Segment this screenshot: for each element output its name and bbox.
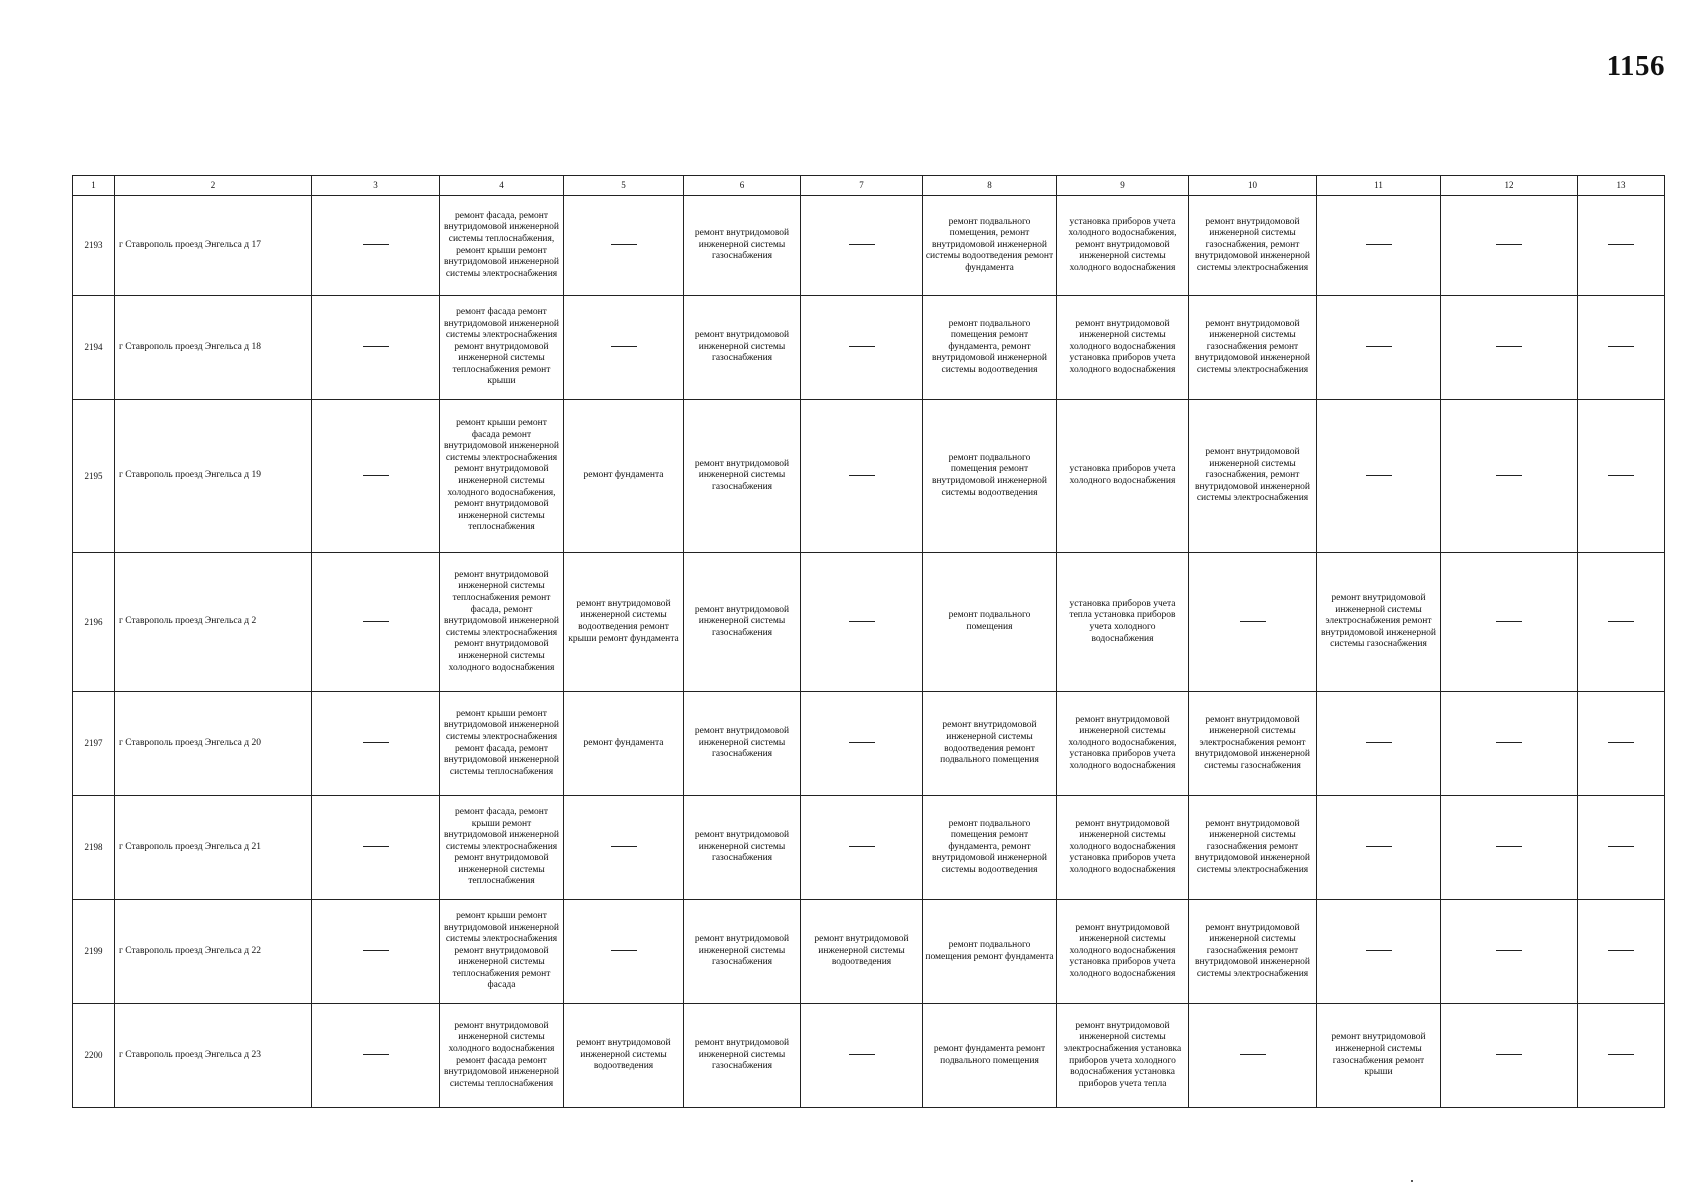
dash-mark [1366,346,1392,347]
work-type-text: ремонт подвального помещения ремонт фундамента [925,939,1054,962]
dash-mark [1608,1054,1634,1055]
empty-cell [564,900,684,1004]
table-row [73,553,1665,692]
dash-mark [363,475,389,476]
work-type-cell [440,900,564,1004]
repair-plan-table [72,175,1665,1108]
work-type-cell [1057,196,1189,296]
work-type-text: ремонт внутридомовой инженерной системы водоотведения [576,1038,671,1072]
column-header-6: 6 [684,176,801,196]
work-type-cell [684,692,801,796]
dash-mark [1608,846,1634,847]
table-header [73,176,1665,196]
work-type-text: ремонт крыши ремонт внутридомовой инженерной системы электроснабжения ремонт внутридомовой инженерной системы теплоснабжения ремонт фасада [443,910,559,991]
table-row [73,196,1665,296]
dash-mark [1496,621,1522,622]
work-type-cell [923,296,1057,400]
address-cell: г Ставрополь проезд Энгельса д 17 [115,196,312,296]
work-type-text: ремонт внутридомовой инженерной системы газоснабжения [694,1038,790,1072]
dash-mark [363,346,389,347]
dash-mark [1496,950,1522,951]
row-number: 2198 [73,796,115,900]
empty-cell [564,796,684,900]
empty-cell [1441,692,1578,796]
empty-cell [1317,796,1441,900]
work-type-cell [684,796,801,900]
empty-cell [1317,196,1441,296]
work-type-cell [1189,400,1317,553]
empty-cell [312,400,440,553]
work-type-cell [684,553,801,692]
empty-cell [801,553,923,692]
column-header-10: 10 [1189,176,1317,196]
scan-speck [1411,1180,1413,1182]
address-cell: г Ставрополь проезд Энгельса д 2 [115,553,312,692]
dash-mark [1366,846,1392,847]
work-type-text: ремонт внутридомовой инженерной системы электроснабжения установка приборов учета холодного водоснабжения установка приборов учета тепла [1063,1020,1182,1089]
dash-mark [363,846,389,847]
work-type-text: ремонт фундамента [583,470,664,481]
empty-cell [1578,692,1665,796]
row-number: 2196 [73,553,115,692]
empty-cell [312,692,440,796]
empty-cell [312,1004,440,1108]
dash-mark [849,742,875,743]
work-type-cell [440,1004,564,1108]
work-type-cell [1189,796,1317,900]
dash-mark [1496,475,1522,476]
work-type-cell [564,1004,684,1108]
empty-cell [1441,900,1578,1004]
work-type-text: ремонт подвального помещения, ремонт внутридомовой инженерной системы водоотведения ремонт фундамента [925,216,1054,273]
dash-mark [363,621,389,622]
work-type-text: ремонт внутридомовой инженерной системы газоснабжения, ремонт внутридомовой инженерной системы электроснабжения [1194,216,1310,273]
dash-mark [363,244,389,245]
work-type-text: ремонт подвального помещения ремонт фундамента, ремонт внутридомовой инженерной системы водоотведения [931,318,1047,375]
row-number: 2199 [73,900,115,1004]
dash-mark [1608,244,1634,245]
empty-cell [1441,296,1578,400]
work-type-cell [923,1004,1057,1108]
work-type-text: ремонт внутридомовой инженерной системы электроснабжения ремонт внутридомовой инженерной системы газоснабжения [1320,593,1436,650]
table-row [73,1004,1665,1108]
empty-cell [1441,553,1578,692]
empty-cell [1578,1004,1665,1108]
work-type-cell [1317,1004,1441,1108]
work-type-text: ремонт крыши ремонт фасада ремонт внутридомовой инженерной системы электроснабжения ремонт внутридомовой инженерной системы холодного водоснабжения, ремонт внутридомовой инженерной системы теплоснабжения [443,418,559,533]
address-cell: г Ставрополь проезд Энгельса д 20 [115,692,312,796]
work-type-cell [440,400,564,553]
empty-cell [1317,400,1441,553]
work-type-cell [684,900,801,1004]
work-type-cell [923,400,1057,553]
work-type-cell [684,400,801,553]
dash-mark [849,621,875,622]
work-type-text: ремонт внутридомовой инженерной системы газоснабжения [694,330,790,364]
work-type-cell [923,692,1057,796]
dash-mark [1496,1054,1522,1055]
work-type-text: ремонт внутридомовой инженерной системы газоснабжения ремонт крыши [1331,1032,1426,1078]
work-type-text: ремонт фасада ремонт внутридомовой инженерной системы электроснабжения ремонт внутридомовой инженерной системы теплоснабжения ремонт крыши [443,306,559,387]
work-type-text: ремонт подвального помещения [948,610,1031,632]
work-type-text: ремонт внутридомовой инженерной системы водоотведения [814,934,909,968]
empty-cell [1189,553,1317,692]
dash-mark [363,1054,389,1055]
address-cell: г Ставрополь проезд Энгельса д 22 [115,900,312,1004]
empty-cell [1578,196,1665,296]
column-header-8: 8 [923,176,1057,196]
empty-cell [1441,796,1578,900]
work-type-text: ремонт крыши ремонт внутридомовой инженерной системы электроснабжения ремонт фасада, ремонт внутридомовой инженерной системы теплоснабжения [443,708,559,777]
work-type-cell [1057,692,1189,796]
dash-mark [1366,742,1392,743]
empty-cell [1317,692,1441,796]
address-cell: г Ставрополь проезд Энгельса д 21 [115,796,312,900]
column-header-9: 9 [1057,176,1189,196]
row-number: 2193 [73,196,115,296]
table-row [73,400,1665,553]
work-type-text: ремонт внутридомовой инженерной системы электроснабжения ремонт внутридомовой инженерной системы газоснабжения [1194,714,1310,771]
address-cell: г Ставрополь проезд Энгельса д 19 [115,400,312,553]
work-type-text: установка приборов учета холодного водоснабжения [1069,464,1176,486]
table-row [73,692,1665,796]
work-type-text: ремонт внутридомовой инженерной системы теплоснабжения ремонт фасада, ремонт внутридомовой инженерной системы электроснабжения ремонт внутридомовой инженерной системы холодного водоснабжения [443,569,559,673]
empty-cell [1578,296,1665,400]
empty-cell [801,1004,923,1108]
empty-cell [564,196,684,296]
empty-cell [1441,400,1578,553]
empty-cell [1578,553,1665,692]
work-type-cell [440,553,564,692]
page-number: 1156 [1606,50,1665,82]
row-number: 2197 [73,692,115,796]
empty-cell [1441,196,1578,296]
empty-cell [1189,1004,1317,1108]
dash-mark [611,950,637,951]
dash-mark [849,846,875,847]
dash-mark [1608,950,1634,951]
work-type-text: ремонт внутридомовой инженерной системы газоснабжения [694,934,790,968]
work-type-cell [923,553,1057,692]
empty-cell [1578,796,1665,900]
work-type-text: ремонт внутридомовой инженерной системы газоснабжения ремонт внутридомовой инженерной системы электроснабжения [1194,922,1310,979]
work-type-cell [564,400,684,553]
work-type-text: ремонт фундамента [583,737,664,748]
work-type-cell [1189,900,1317,1004]
column-header-5: 5 [564,176,684,196]
work-type-text: ремонт внутридомовой инженерной системы холодного водоснабжения установка приборов учета холодного водоснабжения [1069,818,1176,875]
work-type-text: ремонт внутридомовой инженерной системы газоснабжения [694,726,790,760]
work-type-text: ремонт фундамента ремонт подвального помещения [933,1043,1046,1066]
dash-mark [1366,950,1392,951]
work-type-cell [1189,296,1317,400]
work-type-cell [684,196,801,296]
work-type-cell [1057,900,1189,1004]
empty-cell [312,296,440,400]
dash-mark [1240,621,1266,622]
dash-mark [1608,742,1634,743]
work-type-cell [1057,553,1189,692]
work-type-text: ремонт подвального помещения ремонт внутридомовой инженерной системы водоотведения [931,452,1047,498]
empty-cell [312,796,440,900]
row-number: 2195 [73,400,115,553]
dash-mark [611,244,637,245]
row-number: 2194 [73,296,115,400]
work-type-cell [440,692,564,796]
work-type-text: ремонт внутридомовой инженерной системы газоснабжения [694,228,790,262]
work-type-cell [440,796,564,900]
work-type-cell [440,196,564,296]
dash-mark [849,244,875,245]
work-type-text: ремонт внутридомовой инженерной системы водоотведения ремонт крыши ремонт фундамента [568,598,679,644]
work-type-cell [923,196,1057,296]
work-type-text: ремонт внутридомовой инженерной системы холодного водоснабжения установка приборов учета холодного водоснабжения [1069,922,1176,979]
work-type-text: ремонт внутридомовой инженерной системы газоснабжения [694,604,790,638]
work-type-cell [1189,196,1317,296]
empty-cell [1578,400,1665,553]
dash-mark [611,346,637,347]
empty-cell [1317,296,1441,400]
empty-cell [801,400,923,553]
work-type-cell [1317,553,1441,692]
work-type-text: установка приборов учета тепла установка приборов учета холодного водоснабжения [1069,598,1176,644]
column-header-7: 7 [801,176,923,196]
work-type-cell [1189,692,1317,796]
dash-mark [1496,244,1522,245]
dash-mark [1496,742,1522,743]
column-header-1: 1 [73,176,115,196]
dash-mark [849,346,875,347]
empty-cell [801,692,923,796]
work-type-cell [440,296,564,400]
work-type-text: ремонт внутридомовой инженерной системы газоснабжения [694,830,790,864]
column-header-2: 2 [115,176,312,196]
dash-mark [1366,244,1392,245]
dash-mark [1608,475,1634,476]
table-body [73,196,1665,1108]
header-row [73,176,1665,196]
work-type-cell [684,296,801,400]
work-type-text: ремонт внутридомовой инженерной системы холодного водоснабжения, установка приборов учета холодного водоснабжения [1068,714,1177,771]
dash-mark [1366,475,1392,476]
empty-cell [801,196,923,296]
empty-cell [312,196,440,296]
work-type-cell [1057,1004,1189,1108]
work-type-cell [564,553,684,692]
work-type-cell [1057,296,1189,400]
work-type-cell [564,692,684,796]
work-type-cell [923,900,1057,1004]
work-type-text: ремонт внутридомовой инженерной системы водоотведения ремонт подвального помещения [940,720,1039,766]
work-type-text: ремонт фасада, ремонт внутридомовой инженерной системы теплоснабжения, ремонт крыши ремонт внутридомовой инженерной системы электроснабжения [443,210,559,279]
address-cell: г Ставрополь проезд Энгельса д 23 [115,1004,312,1108]
dash-mark [1240,1054,1266,1055]
dash-mark [1496,846,1522,847]
table-row [73,796,1665,900]
dash-mark [1608,346,1634,347]
work-type-cell [684,1004,801,1108]
dash-mark [363,742,389,743]
empty-cell [801,296,923,400]
empty-cell [564,296,684,400]
empty-cell [312,900,440,1004]
work-type-cell [801,900,923,1004]
work-type-text: ремонт фасада, ремонт крыши ремонт внутридомовой инженерной системы электроснабжения ремонт внутридомовой инженерной системы теплоснабжения [443,806,559,887]
work-type-text: ремонт внутридомовой инженерной системы газоснабжения ремонт внутридомовой инженерной системы электроснабжения [1194,318,1310,375]
table-row [73,296,1665,400]
work-type-cell [1057,796,1189,900]
column-header-11: 11 [1317,176,1441,196]
dash-mark [1496,346,1522,347]
work-type-text: ремонт внутридомовой инженерной системы холодного водоснабжения установка приборов учета холодного водоснабжения [1069,318,1176,375]
empty-cell [801,796,923,900]
work-type-text: ремонт подвального помещения ремонт фундамента, ремонт внутридомовой инженерной системы водоотведения [931,818,1047,875]
work-type-text: ремонт внутридомовой инженерной системы газоснабжения [694,458,790,492]
empty-cell [1578,900,1665,1004]
column-header-4: 4 [440,176,564,196]
dash-mark [849,475,875,476]
row-number: 2200 [73,1004,115,1108]
work-type-text: ремонт внутридомовой инженерной системы холодного водоснабжения ремонт фасада ремонт внутридомовой инженерной системы теплоснабжения [443,1020,559,1089]
address-cell: г Ставрополь проезд Энгельса д 18 [115,296,312,400]
work-type-text: ремонт внутридомовой инженерной системы газоснабжения ремонт внутридомовой инженерной системы электроснабжения [1194,818,1310,875]
work-type-text: ремонт внутридомовой инженерной системы газоснабжения, ремонт внутридомовой инженерной системы электроснабжения [1194,447,1310,504]
work-type-text: установка приборов учета холодного водоснабжения, ремонт внутридомовой инженерной системы холодного водоснабжения [1068,216,1177,273]
dash-mark [849,1054,875,1055]
empty-cell [1317,900,1441,1004]
dash-mark [363,950,389,951]
work-type-cell [1057,400,1189,553]
column-header-13: 13 [1578,176,1665,196]
column-header-12: 12 [1441,176,1578,196]
dash-mark [1608,621,1634,622]
dash-mark [611,846,637,847]
empty-cell [1441,1004,1578,1108]
empty-cell [312,553,440,692]
work-type-cell [923,796,1057,900]
table-row [73,900,1665,1004]
column-header-3: 3 [312,176,440,196]
